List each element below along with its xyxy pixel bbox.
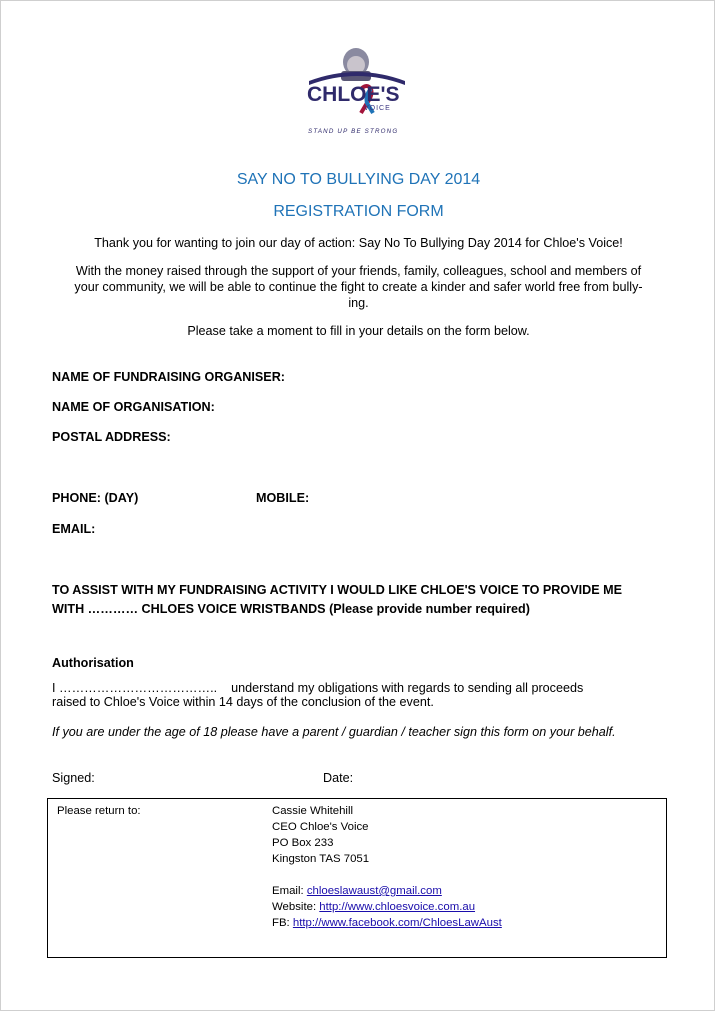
logo-tagline: STAND UP BE STRONG xyxy=(308,128,399,135)
email-label: Email: xyxy=(272,885,307,897)
contact-city: Kingston TAS 7051 xyxy=(272,853,370,865)
contact-website-row xyxy=(272,899,502,915)
website-link[interactable]: http://www.chloesvoice.com.au xyxy=(319,901,476,913)
form-subtitle: REGISTRATION FORM xyxy=(273,203,444,220)
contact-po-box: PO Box 233 xyxy=(272,837,334,849)
intro-paragraph-1: Thank you for wanting to join our day of action: Say No To Bullying Day 2014 for Chloe's Voice! xyxy=(94,236,623,250)
return-address-box xyxy=(47,798,667,958)
field-postal-label: POSTAL ADDRESS: xyxy=(52,430,171,444)
signed-label: Signed: xyxy=(52,771,95,785)
return-label: Please return to: xyxy=(57,805,141,817)
website-label: Website: xyxy=(272,901,320,913)
contact-name: Cassie Whitehill xyxy=(272,805,354,817)
wristbands-line-2: WITH ………… CHLOES VOICE WRISTBANDS (Please provide number required) xyxy=(52,602,530,616)
authorisation-line-2: raised to Chloe's Voice within 14 days of the conclusion of the event. xyxy=(52,695,434,709)
intro-paragraph-2-line-3: ing. xyxy=(348,296,369,310)
minor-note: If you are under the age of 18 please have a parent / guardian / teacher sign this form on your behalf. xyxy=(52,725,616,739)
field-mobile-label: MOBILE: xyxy=(256,491,310,505)
field-organiser-label: NAME OF FUNDRAISING ORGANISER: xyxy=(52,370,285,384)
contact-role: CEO Chloe's Voice xyxy=(272,821,369,833)
fb-link[interactable]: http://www.facebook.com/ChloesLawAust xyxy=(292,917,502,929)
field-phone-day-label: PHONE: (DAY) xyxy=(52,491,139,505)
return-address xyxy=(272,803,502,931)
contact-fb-row xyxy=(272,915,502,931)
email-link[interactable]: chloeslawaust@gmail.com xyxy=(306,885,442,897)
intro-paragraph-2-line-1: With the money raised through the support of your friends, family, colleagues, school and members of xyxy=(75,264,642,278)
form-title: SAY NO TO BULLYING DAY 2014 xyxy=(236,171,481,188)
date-label: Date: xyxy=(323,771,354,785)
intro-paragraph-3: Please take a moment to fill in your details on the form below. xyxy=(187,324,530,338)
fb-label: FB: xyxy=(272,917,293,929)
field-email-label: EMAIL: xyxy=(52,522,96,536)
contact-email-row xyxy=(272,883,502,899)
logo-wordmark: CHLOE'S xyxy=(307,83,400,106)
chloes-voice-logo xyxy=(301,45,413,141)
intro-paragraph-2-line-2: your community, we will be able to continue the fight to create a kinder and safer world free from bully- xyxy=(74,280,643,294)
logo-voice-text: VOICE xyxy=(364,105,391,112)
field-organisation-label: NAME OF ORGANISATION: xyxy=(52,400,215,414)
authorisation-heading: Authorisation xyxy=(52,656,134,670)
authorisation-line-1: I ……………………………….. understand my obligations with regards to sending all proceeds xyxy=(52,681,584,695)
wristbands-line-1: TO ASSIST WITH MY FUNDRAISING ACTIVITY I WOULD LIKE CHLOE'S VOICE TO PROVIDE ME xyxy=(52,583,622,597)
